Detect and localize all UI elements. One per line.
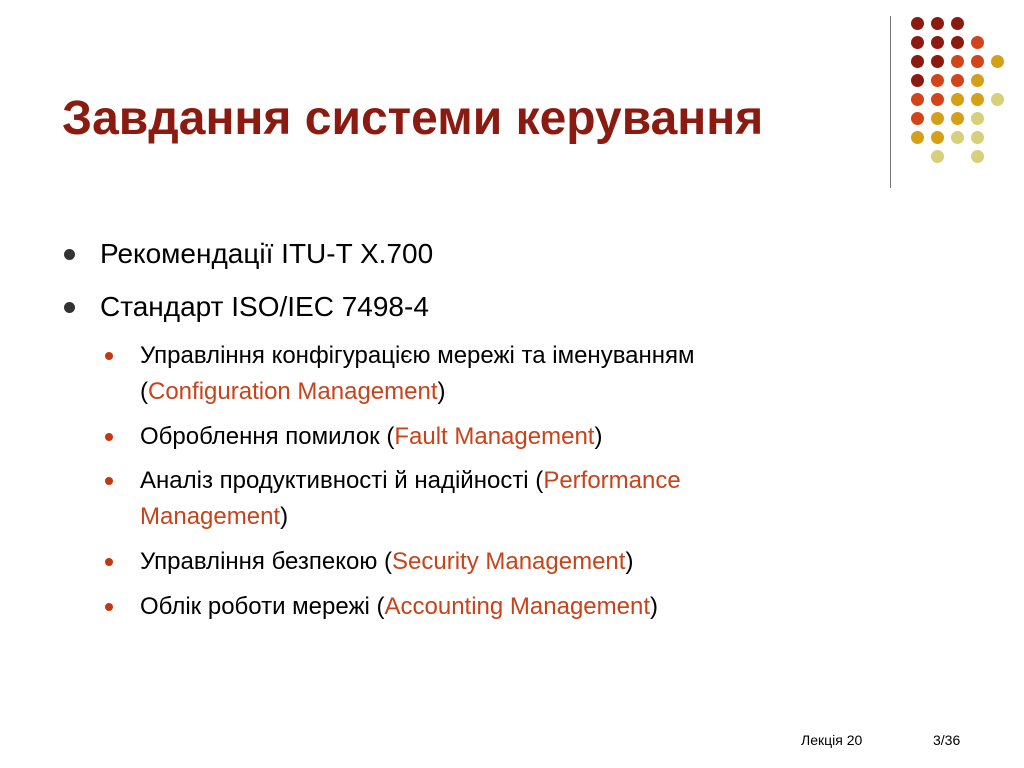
- sub-bullet-text: Управління безпекою (: [140, 548, 392, 575]
- sub-bullet-dot: [105, 477, 113, 485]
- sub-bullet-paren: ): [650, 593, 658, 620]
- slide-title: Завдання системи керування: [62, 92, 764, 145]
- english-term: Performance: [543, 467, 681, 494]
- bullet-dot: [64, 302, 75, 313]
- bullet-item: Стандарт ISO/IEC 7498-4: [100, 291, 429, 322]
- footer-lecture-label: Лекція 20: [801, 732, 863, 748]
- sub-bullet-paren: ): [437, 378, 446, 405]
- bullet-dot: [64, 249, 75, 260]
- footer-page-number: 3/36: [933, 732, 961, 748]
- sub-bullet-dot: [105, 603, 113, 611]
- sub-bullet-paren: ): [594, 423, 603, 450]
- sub-bullet-paren: ): [625, 548, 634, 575]
- sub-bullet-text: Оброблення помилок (: [140, 423, 395, 450]
- english-term: Management: [140, 503, 281, 530]
- sub-bullet-text: Аналіз продуктивності й надійності (: [140, 467, 544, 494]
- sub-bullet-dot: [105, 352, 113, 360]
- sub-bullet-item: [140, 544, 860, 580]
- sub-bullet-dot: [105, 433, 113, 441]
- english-term: Fault Management: [394, 423, 595, 450]
- english-term: Security Management: [392, 548, 626, 575]
- sub-bullet-dot: [105, 558, 113, 566]
- bullet-item: Рекомендації ITU-T X.700: [100, 238, 434, 269]
- english-term: Accounting Management: [384, 593, 650, 620]
- sub-bullet-item: [140, 338, 860, 410]
- sub-bullet-item: [140, 419, 860, 455]
- sub-bullet-text: Облік роботи мережі (: [140, 593, 385, 620]
- sub-bullet-item: [140, 463, 860, 535]
- sub-bullet-item: [140, 589, 860, 625]
- sub-bullet-text: Управління конфігурацією мережі та іменуванням: [140, 342, 695, 369]
- english-term: Configuration Management: [148, 378, 438, 405]
- sub-bullet-paren: ): [280, 503, 289, 530]
- sub-bullet-paren: (: [140, 378, 148, 405]
